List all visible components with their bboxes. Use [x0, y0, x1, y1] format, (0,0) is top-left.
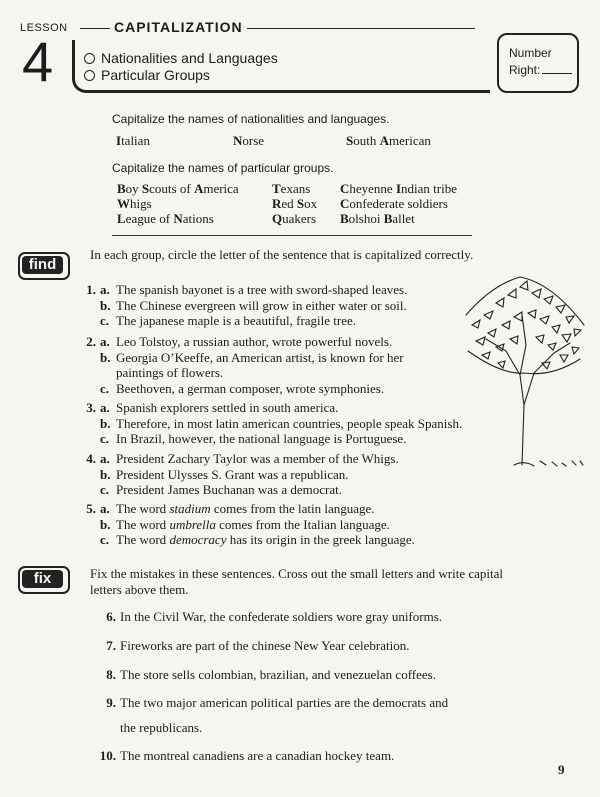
option-text: Beethoven, a german composer, wrote symphonies.: [116, 380, 385, 396]
score-label-number: Number: [509, 46, 552, 60]
group-example: Texans: [272, 181, 311, 196]
option-text: Leo Tolstoy, a russian author, wrote powerful novels.: [116, 334, 393, 349]
option-text: The word umbrella comes from the Italian language.: [116, 516, 390, 532]
option-letter[interactable]: b.: [100, 297, 111, 313]
sentence-number: 7.: [106, 638, 116, 653]
topic-label: Nationalities and Languages: [101, 50, 278, 66]
option-text: paintings of flowers.: [116, 365, 224, 380]
option-letter[interactable]: a.: [100, 501, 110, 516]
find-icon: find: [22, 256, 63, 274]
group-example: Confederate soldiers: [340, 196, 448, 211]
fix-sentence[interactable]: [94, 748, 394, 764]
page-title: CAPITALIZATION: [110, 19, 247, 35]
sentence-text: The two major american political parties are the democrats and: [120, 695, 449, 710]
option-text: Therefore, in most latin american countries, people speak Spanish.: [116, 415, 463, 431]
divider: [112, 235, 472, 236]
fix-sentence[interactable]: [94, 695, 448, 711]
option-letter[interactable]: c.: [100, 482, 110, 497]
example-word: Italian: [116, 133, 150, 148]
option-text: The Chinese evergreen will grow in either water or soil.: [116, 297, 407, 313]
topic-item: [84, 67, 210, 83]
lesson-number: 4: [22, 30, 54, 93]
sentence-text: The montreal canadiens are a canadian hockey team.: [120, 748, 395, 763]
question-number: 4.: [86, 451, 96, 466]
option-letter[interactable]: a.: [100, 334, 110, 349]
tree-illustration-icon: [462, 255, 588, 470]
page-number: 9: [558, 762, 565, 777]
option-letter[interactable]: a.: [100, 282, 110, 297]
option-text: President James Buchanan was a democrat.: [116, 482, 342, 497]
option-letter[interactable]: c.: [100, 380, 110, 396]
sentence-number: 6.: [106, 609, 116, 624]
group-example: Boy Scouts of America: [117, 181, 239, 196]
sentence-text: Fireworks are part of the chinese New Year celebration.: [120, 638, 410, 653]
lesson-label: LESSON: [20, 22, 68, 34]
group-example: Cheyenne Indian tribe: [340, 181, 457, 196]
fix-instruction: Fix the mistakes in these sentences. Cross out the small letters and write capital letters above them.: [90, 566, 504, 597]
option-letter[interactable]: c.: [100, 532, 110, 547]
question-number: 5.: [86, 501, 96, 516]
option-text: In Brazil, however, the national language is Portuguese.: [116, 431, 407, 446]
option-letter[interactable]: c.: [100, 431, 110, 446]
score-label-right: Right:: [509, 62, 577, 79]
find-badge: [18, 252, 70, 280]
score-box: [497, 33, 579, 93]
option-text: Spanish explorers settled in south america.: [116, 400, 339, 415]
question-number: 1.: [86, 282, 96, 297]
group-example: Quakers: [272, 211, 317, 226]
option-text: The word democracy has its origin in the greek language.: [116, 532, 415, 547]
score-blank[interactable]: [542, 73, 572, 74]
sentence-number: 10.: [99, 748, 116, 763]
option-text: The word stadium comes from the latin language.: [116, 501, 375, 516]
option-letter[interactable]: a.: [100, 451, 110, 466]
fix-badge: [18, 566, 70, 594]
option-text: President Zachary Taylor was a member of the Whigs.: [116, 451, 399, 466]
option-letter[interactable]: b.: [100, 415, 111, 431]
group-example: Red Sox: [272, 196, 318, 211]
sentence-text: The store sells colombian, brazilian, and venezuelan coffees.: [120, 667, 436, 682]
option-text: The japanese maple is a beautiful, fragile tree.: [116, 313, 357, 328]
example-word: Norse: [233, 133, 265, 148]
option-letter[interactable]: a.: [100, 400, 110, 415]
option-letter[interactable]: b.: [100, 516, 111, 532]
circle-bullet-icon: [84, 53, 95, 64]
fix-sentence[interactable]: [94, 609, 442, 625]
group-example: Bolshoi Ballet: [340, 211, 415, 226]
find-instruction: In each group, circle the letter of the sentence that is capitalized correctly.: [90, 247, 474, 262]
sentence-number: 9.: [106, 695, 116, 710]
option-text: President Ulysses S. Grant was a republican.: [116, 466, 349, 482]
option-text: The spanish bayonet is a tree with sword-shaped leaves.: [116, 282, 408, 297]
option-letter[interactable]: b.: [100, 466, 111, 482]
example-word: South American: [346, 133, 431, 148]
fix-icon: fix: [22, 570, 63, 588]
topic-label: Particular Groups: [101, 67, 210, 83]
question-number: 3.: [86, 400, 96, 415]
fix-sentence[interactable]: [94, 638, 410, 654]
topic-item: [84, 50, 278, 66]
option-letter[interactable]: b.: [100, 349, 111, 365]
sentence-text: In the Civil War, the confederate soldiers wore gray uniforms.: [120, 609, 443, 624]
sentence-number: 8.: [106, 667, 116, 682]
option-text: Georgia O’Keeffe, an American artist, is known for her: [116, 349, 404, 365]
rule-instruction: Capitalize the names of particular groups.: [112, 161, 334, 175]
circle-bullet-icon: [84, 70, 95, 81]
fix-sentence[interactable]: [94, 667, 436, 683]
option-letter[interactable]: c.: [100, 313, 110, 328]
question-number: 2.: [86, 334, 96, 349]
rule-instruction: Capitalize the names of nationalities and languages.: [112, 112, 390, 126]
sentence-continuation: the republicans.: [120, 720, 203, 735]
group-example: Whigs: [117, 196, 152, 211]
group-example: League of Nations: [117, 211, 214, 226]
